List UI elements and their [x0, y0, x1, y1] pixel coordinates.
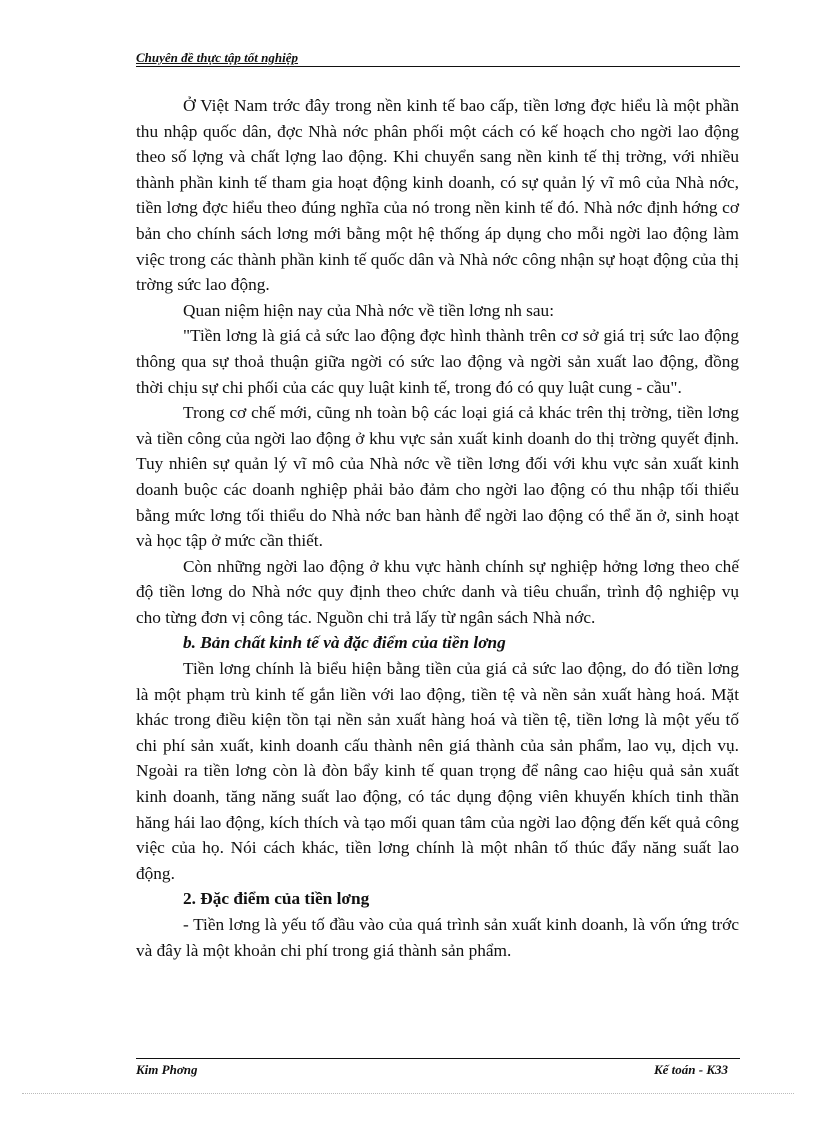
footer-class: Kế toán - K33 [653, 1062, 728, 1077]
paragraph: Trong cơ chế mới, cũng nh toàn bộ các loại giá cả khác trên thị trờng, tiền lơng và tiền công của ngời lao động ở khu vực sản xuất kinh doanh do thị trờng quyết định. Tuy nhiên sự quản lý vĩ mô của Nhà nớc về tiền lơng đối với khu vực sản xuất kinh doanh buộc các doanh nghiệp phải bảo đảm cho ngời lao động có thu nhập tối thiểu bằng mức lơng tối thiểu do Nhà nớc ban hành để ngời lao động có thể ăn ở, sinh hoạt và học tập ở mức cần thiết. [136, 403, 739, 551]
paragraph: "Tiền lơng là giá cả sức lao động đợc hình thành trên cơ sở giá trị sức lao động thông qua sự thoả thuận giữa ngời có sức lao động và ngời sản xuất lao động, đồng thời chịu sự chi phối của các quy luật kinh tế, trong đó có quy luật cung - cầu". [136, 326, 739, 397]
page-header [136, 50, 740, 67]
paragraph: Quan niệm hiện nay của Nhà nớc về tiền lơng nh sau: [183, 300, 554, 320]
footer-divider [136, 1058, 740, 1059]
paragraph: Còn những ngời lao động ở khu vực hành chính sự nghiệp hởng lơng theo chế độ tiền lơng do Nhà nớc quy định theo chức danh và tiêu chuẩn, trình độ nghiệp vụ cho từng đơn vị công tác. Nguồn chi trả lấy từ ngân sách Nhà nớc. [136, 556, 739, 627]
paragraph: - Tiền lơng là yếu tố đầu vào của quá trình sản xuất kinh doanh, là vốn ứng trớc và đây là một khoản chi phí trong giá thành sản phẩm. [136, 915, 739, 960]
footer-author: Kim Phơng [136, 1062, 198, 1077]
header-title: Chuyên đề thực tập tốt nghiệp [136, 50, 298, 65]
paragraph: Ở Việt Nam trớc đây trong nền kinh tế bao cấp, tiền lơng đợc hiểu là một phần thu nhập quốc dân, đợc Nhà nớc phân phối một cách có kế hoạch cho ngời lao động theo số lợng và chất lợng lao động. Khi chuyển sang nền kinh tế thị trờng, với nhiều thành phần kinh tế tham gia hoạt động kinh doanh, có sự quản lý vĩ mô của Nhà nớc, tiền lơng đợc hiểu theo đúng nghĩa của nó trong nền kinh tế đó. Nhà nớc định hớng cơ bản cho chính sách lơng mới bằng một hệ thống áp dụng cho mỗi ngời lao động làm việc trong các thành phần kinh tế quốc dân và Nhà nớc công nhận sự hoạt động của thị trờng sức lao động. [136, 96, 739, 295]
document-body [136, 93, 739, 963]
section-heading-b: b. Bản chất kinh tế và đặc điểm của tiền lơng [183, 633, 506, 653]
section-heading-2: 2. Đặc điểm của tiền lơng [183, 889, 370, 909]
page-bottom-border [22, 1093, 794, 1094]
paragraph: Tiền lơng chính là biểu hiện bằng tiền của giá cả sức lao động, do đó tiền lơng là một phạm trù kinh tế gắn liền với lao động, tiền tệ và nền sản xuất hàng hoá. Mặt khác trong điều kiện tồn tại nền sản xuất hàng hoá và tiền tệ, tiền lơng là một yếu tố chi phí sản xuất, kinh doanh cấu thành nên giá thành của sản phẩm, lao vụ, dịch vụ. Ngoài ra tiền lơng còn là đòn bẩy kinh tế quan trọng để nâng cao hiệu quả sản xuất kinh doanh, tăng năng suất lao động, có tác dụng động viên khuyến khích tinh thần hăng hái lao động, kích thích và tạo mối quan tâm của ngời lao động đến kết quả công việc của họ. Nói cách khác, tiền lơng chính là một nhân tố thúc đẩy năng suất lao động. [136, 659, 739, 883]
